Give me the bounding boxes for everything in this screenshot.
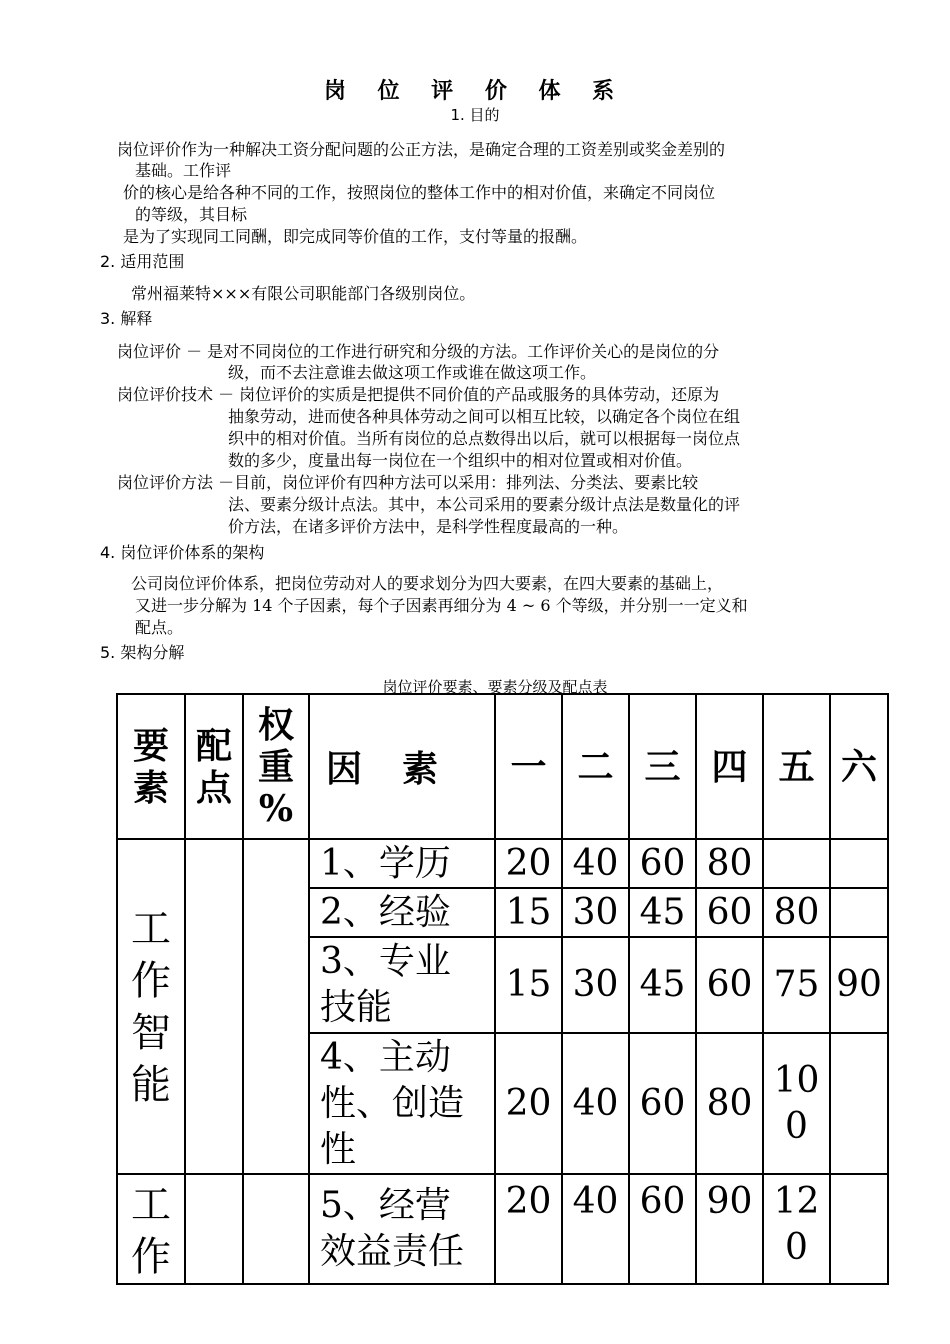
evaluation-points-table	[116, 693, 889, 1285]
purpose-line-3: 价的核心是给各种不同的工作，按照岗位的整体工作中的相对价值，来确定不同岗位	[123, 183, 716, 202]
explain-item3-line1: 岗位评价方法 －目前，岗位评价有四种方法可以采用：排列法、分类法、要素比较	[117, 473, 699, 492]
grade-cell: 75	[763, 937, 830, 1033]
explain-item1-line1: 岗位评价 － 是对不同岗位的工作进行研究和分级的方法。工作评价关心的是岗位的分	[117, 342, 720, 361]
points-cell	[185, 839, 243, 1174]
table-row	[117, 1174, 888, 1284]
grade-cell: 90	[696, 1174, 763, 1284]
grade-cell: 15	[495, 937, 562, 1033]
factor-cell: 4、主动 性、创造 性	[309, 1033, 495, 1174]
header-grade-3: 三	[629, 694, 696, 839]
explain-item3-line2: 法、要素分级计点法。其中，本公司采用的要素分级计点法是数量化的评	[228, 495, 741, 514]
weight-cell	[243, 1174, 309, 1284]
section-purpose-heading: 1. 目的	[450, 106, 500, 124]
element-work-intelligence: 工 作 智 能	[117, 839, 185, 1174]
explain-item2-line3: 织中的相对价值。当所有岗位的总点数得出以后，就可以根据每一岗位点	[228, 429, 741, 448]
grade-cell: 20	[495, 1174, 562, 1284]
header-weight: 权 重 %	[243, 694, 309, 839]
grade-cell: 45	[629, 888, 696, 937]
grade-cell: 60	[629, 839, 696, 888]
grade-cell: 60	[629, 1033, 696, 1174]
weight-cell	[243, 839, 309, 1174]
grade-cell: 20	[495, 839, 562, 888]
grade-cell	[830, 839, 888, 888]
grade-cell: 60	[696, 888, 763, 937]
header-grade-6: 六	[830, 694, 888, 839]
grade-cell: 80	[696, 1033, 763, 1174]
header-element: 要 素	[117, 694, 185, 839]
grade-cell: 15	[495, 888, 562, 937]
explain-item2-line1: 岗位评价技术 － 岗位评价的实质是把提供不同价值的产品或服务的具体劳动，还原为	[117, 385, 720, 404]
explain-item2-line2: 抽象劳动，进而使各种具体劳动之间可以相互比较，以确定各个岗位在组	[228, 407, 741, 426]
table-header-row	[117, 694, 888, 839]
framework-line-3: 配点。	[135, 618, 184, 637]
purpose-line-4: 的等级，其目标	[135, 205, 248, 224]
section-scope-heading: 2. 适用范围	[100, 252, 185, 271]
header-grade-4: 四	[696, 694, 763, 839]
grade-cell: 30	[562, 937, 629, 1033]
page-title: 岗 位 评 价 体 系	[323, 78, 627, 104]
section-decompose-heading: 5. 架构分解	[100, 643, 185, 662]
grade-cell: 40	[562, 1033, 629, 1174]
grade-cell: 80	[696, 839, 763, 888]
header-points: 配 点	[185, 694, 243, 839]
grade-cell: 60	[696, 937, 763, 1033]
factor-cell: 1、学历	[309, 839, 495, 888]
grade-cell	[830, 888, 888, 937]
grade-cell: 45	[629, 937, 696, 1033]
purpose-line-2: 基础。工作评	[135, 161, 232, 180]
grade-cell: 40	[562, 839, 629, 888]
grade-cell: 12 0	[763, 1174, 830, 1284]
grade-cell: 90	[830, 937, 888, 1033]
grade-cell: 20	[495, 1033, 562, 1174]
factor-cell: 5、经营 效益责任	[309, 1174, 495, 1284]
grade-cell: 30	[562, 888, 629, 937]
table-caption: 岗位评价要素、要素分级及配点表	[382, 678, 608, 696]
header-grade-2: 二	[562, 694, 629, 839]
points-cell	[185, 1174, 243, 1284]
grade-cell: 40	[562, 1174, 629, 1284]
factor-cell: 2、经验	[309, 888, 495, 937]
explain-item1-line2: 级，而不去注意谁去做这项工作或谁在做这项工作。	[228, 363, 597, 382]
factor-cell: 3、专业 技能	[309, 937, 495, 1033]
purpose-line-1: 岗位评价作为一种解决工资分配问题的公正方法，是确定合理的工资差别或奖金差别的	[117, 140, 726, 159]
grade-cell	[830, 1174, 888, 1284]
explain-item3-line3: 价方法，在诸多评价方法中，是科学性程度最高的一种。	[228, 517, 629, 536]
section-explain-heading: 3. 解释	[100, 309, 153, 328]
header-factor: 因素	[309, 694, 495, 839]
purpose-line-5: 是为了实现同工同酬，即完成同等价值的工作，支付等量的报酬。	[123, 227, 588, 246]
scope-text: 常州福莱特×××有限公司职能部门各级别岗位。	[131, 284, 476, 303]
grade-cell: 60	[629, 1174, 696, 1284]
header-grade-5: 五	[763, 694, 830, 839]
header-grade-1: 一	[495, 694, 562, 839]
framework-line-1: 公司岗位评价体系，把岗位劳动对人的要求划分为四大要素，在四大要素的基础上，	[131, 574, 724, 593]
explain-item2-line4: 数的多少，度量出每一岗位在一个组织中的相对位置或相对价值。	[228, 451, 693, 470]
grade-cell: 10 0	[763, 1033, 830, 1174]
grade-cell: 80	[763, 888, 830, 937]
section-framework-heading: 4. 岗位评价体系的架构	[100, 543, 265, 562]
grade-cell	[830, 1033, 888, 1174]
element-work-2: 工 作	[117, 1174, 185, 1284]
table-row	[117, 839, 888, 888]
grade-cell	[763, 839, 830, 888]
framework-line-2: 又进一步分解为 14 个子因素，每个子因素再细分为 4 ~ 6 个等级，并分别一一定义和	[135, 596, 748, 615]
